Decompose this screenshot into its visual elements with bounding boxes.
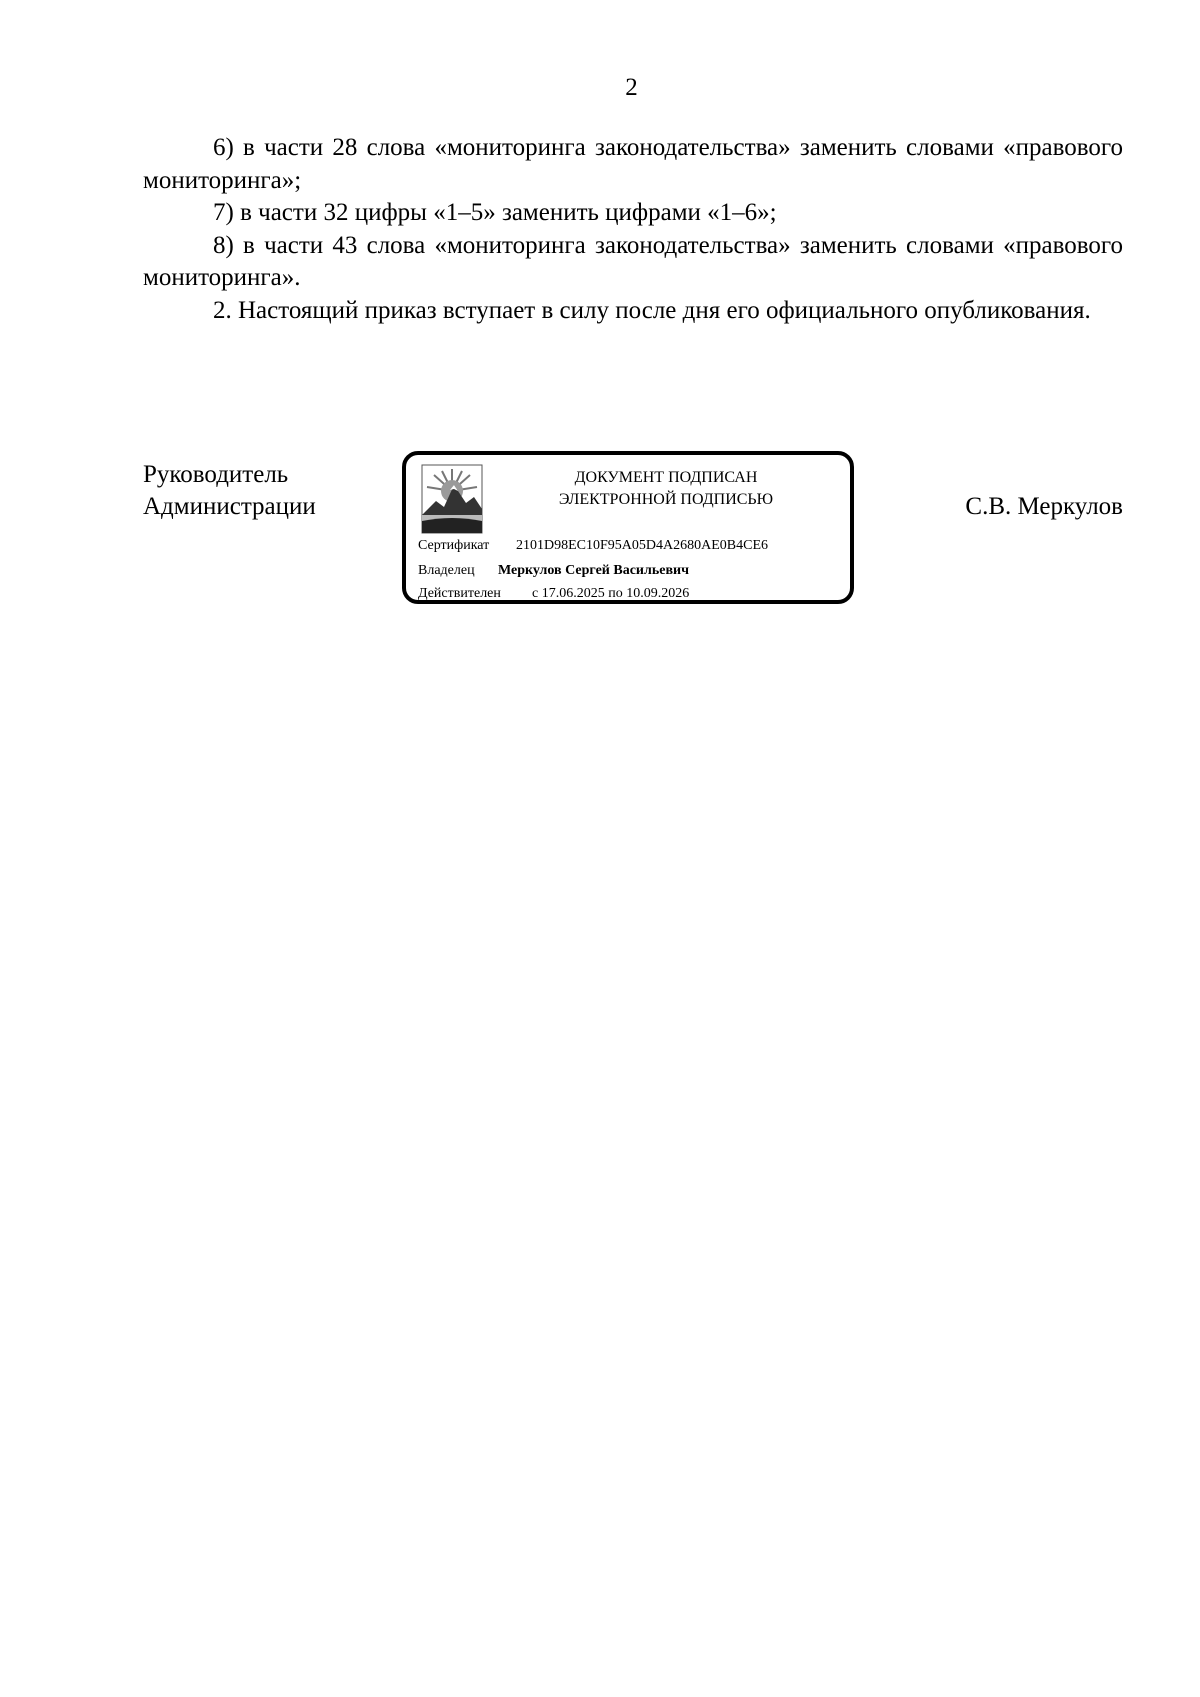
stamp-heading-line1: ДОКУМЕНТ ПОДПИСАН bbox=[574, 469, 758, 486]
stamp-heading bbox=[496, 467, 836, 511]
paragraph-item-7: 7) в части 32 цифры «1–5» заменить цифрами «1–6»; bbox=[213, 199, 777, 226]
stamp-heading-line2: ЭЛЕКТРОННОЙ ПОДПИСЬЮ bbox=[558, 491, 774, 508]
document-body bbox=[143, 132, 1123, 327]
owner-value: Меркулов Сергей Васильевич bbox=[498, 563, 689, 578]
validity-value: с 17.06.2025 по 10.09.2026 bbox=[532, 586, 690, 601]
certificate-label: Сертификат bbox=[418, 538, 490, 553]
paragraph-item-6: 6) в части 28 слова «мониторинга законодательства» заменить словами «правового мониторинга»; bbox=[143, 134, 1123, 194]
signer-title-line2: Администрации bbox=[143, 493, 316, 520]
paragraph-item-8: 8) в части 43 слова «мониторинга законодательства» заменить словами «правового мониторинга». bbox=[143, 231, 1123, 291]
signer-title-line1: Руководитель bbox=[143, 461, 289, 488]
owner-label: Владелец bbox=[418, 563, 475, 578]
stamp-validity-row bbox=[418, 585, 689, 603]
stamp-owner-row bbox=[418, 562, 689, 580]
validity-label: Действителен bbox=[418, 586, 501, 601]
certificate-value: 2101D98EC10F95A05D4A2680AE0B4CE6 bbox=[516, 538, 769, 553]
signer-title bbox=[143, 459, 316, 523]
stamp-certificate-row bbox=[418, 537, 768, 555]
page-number: 2 bbox=[625, 74, 638, 101]
paragraph-effective-date: 2. Настоящий приказ вступает в силу после дня его официального опубликования. bbox=[213, 296, 1091, 324]
kamchatka-coat-of-arms-icon bbox=[420, 463, 484, 535]
signer-name: С.В. Меркулов bbox=[965, 493, 1123, 520]
electronic-signature-stamp bbox=[402, 451, 854, 604]
